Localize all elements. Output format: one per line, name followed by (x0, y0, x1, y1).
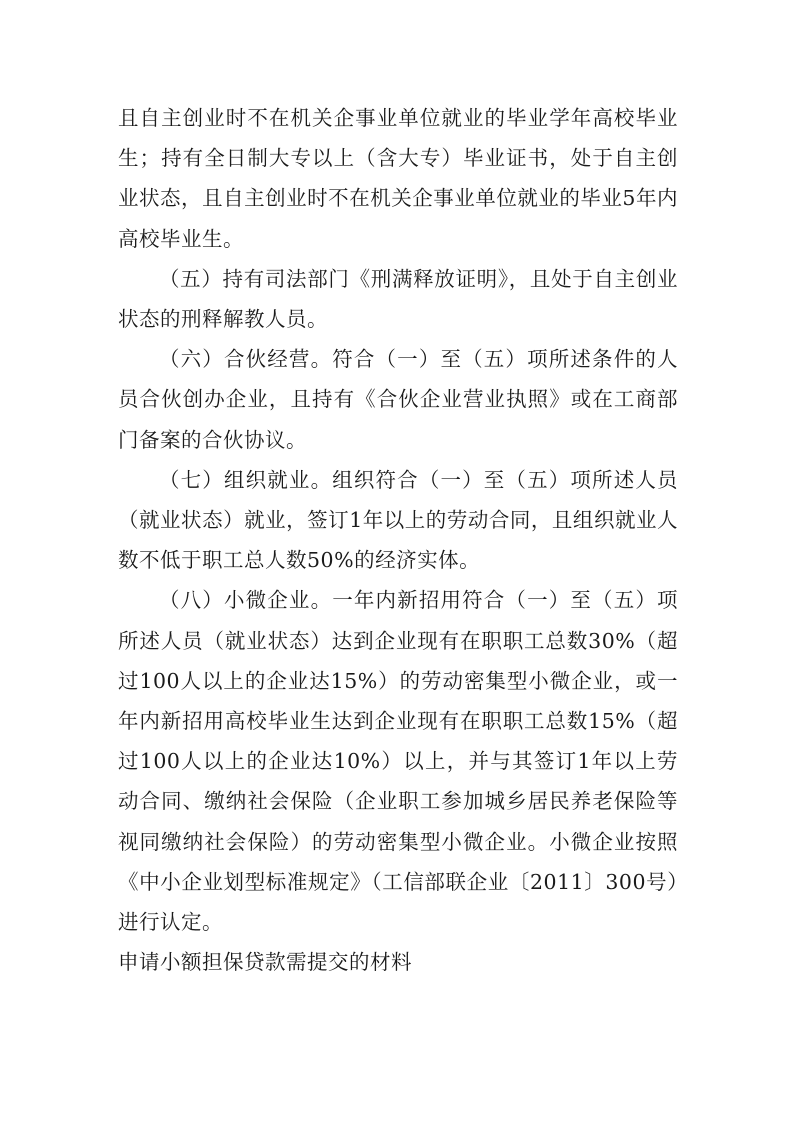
paragraph-continuation: 且自主创业时不在机关企事业单位就业的毕业学年高校毕业生；持有全日制大专以上（含大专）毕业证书，处于自主创业状态，且自主创业时不在机关企事业单位就业的毕业5年内高校毕业生。 (118, 106, 678, 251)
document-body (118, 98, 678, 982)
paragraph-item-6: （六）合伙经营。符合（一）至（五）项所述条件的人员合伙创办企业，且持有《合伙企业营业执照》或在工商部门备案的合伙协议。 (118, 347, 678, 452)
paragraph-item-5: （五）持有司法部门《刑满释放证明》，且处于自主创业状态的刑释解教人员。 (118, 266, 678, 332)
section-heading: 申请小额担保贷款需提交的材料 (118, 950, 412, 975)
paragraph-item-8: （八）小微企业。一年内新招用符合（一）至（五）项所述人员（就业状态）达到企业现有在职职工总数30%（超过100人以上的企业达15%）的劳动密集型小微企业，或一年内新招用高校毕业生达到企业现有在职职工总数15%（超过100人以上的企业达10%）以上，并与其签订1年以上劳动合同、缴纳社会保险（企业职工参加城乡居民养老保险等视同缴纳社会保险）的劳动密集型小微企业。小微企业按照《中小企业划型标准规定》（工信部联企业〔2011〕300号）进行认定。 (118, 588, 678, 935)
paragraph-item-7: （七）组织就业。组织符合（一）至（五）项所述人员（就业状态）就业，签订1年以上的劳动合同，且组织就业人数不低于职工总人数50%的经济实体。 (118, 467, 678, 573)
